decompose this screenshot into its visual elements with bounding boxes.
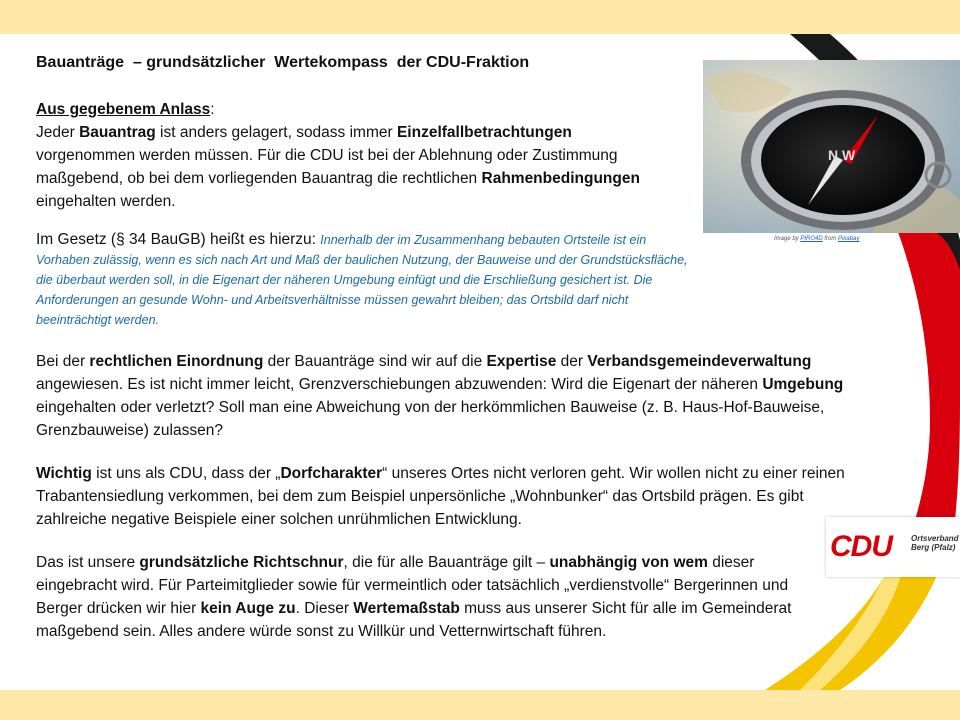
intro-heading-colon: : [210, 101, 215, 118]
law-intro: Im Gesetz (§ 34 BauGB) heißt es hierzu: [36, 231, 321, 248]
p3-text-2: “ unseres Ortes nicht verloren geht. Wir wollen nicht zu einer reinen Trabantensiedlung verkommen, bei dem zum Beispiel unpersönliche „Wohnbunker“ das Ortsbild prägen. Es gibt zahlreiche negative Beispiele einer solchen unrühmlichen Entwicklung. [36, 465, 845, 528]
svg-text:N W: N W [828, 147, 856, 163]
p4-text-5: muss aus unserer Sicht für alle im Gemeinderat maßgebend sein. Alles andere würde sonst zu Willkür und Vetternwirtschaft führen. [36, 600, 792, 640]
intro-bold-2: Einzelfallbetrachtungen [396, 124, 572, 141]
p3-text-1: ist uns als CDU, dass der „ [91, 465, 281, 482]
intro-bold-1: Bauantrag [79, 124, 156, 141]
p4-text-3: dieser eingebracht wird. Für Parteimitglieder sowie für vermeintlich oder tatsächlich „verdienstvolle“ Bergerinnen und Berger drücken wir hier [36, 554, 789, 617]
p4-bold-4: Wertemaßstab [353, 600, 460, 617]
credit-source-link[interactable]: Pixabay [838, 236, 860, 242]
page-title: Bauanträge – grundsätzlicher Wertekompass der CDU-Fraktion [36, 54, 530, 71]
logo-subtext [911, 534, 959, 552]
p3-bold-2: Dorfcharakter [280, 465, 383, 482]
p2-text-1: Bei der [36, 353, 90, 370]
intro-bold-3: Rahmenbedingungen [481, 170, 640, 187]
p2-text-5: eingehalten oder verletzt? Soll man eine Abweichung von der herkömmlichen Bauweise (z. B. Haus-Hof-Bauweise, Grenzbauweise) zulassen? [36, 399, 825, 439]
p4-text-2: , die für alle Bauanträge gilt – [343, 554, 550, 571]
p2-text-3: der [556, 353, 588, 370]
paragraph-expertise [36, 350, 886, 442]
p4-text-1: Das ist unsere [36, 554, 140, 571]
intro-text-4: eingehalten werden. [36, 193, 176, 210]
paragraph-guideline [36, 551, 806, 643]
logo-line1: Ortsverband [911, 534, 959, 543]
p4-bold-1: grundsätzliche Richtschnur [139, 554, 344, 571]
p2-bold-4: Umgebung [762, 376, 844, 393]
p2-text-4: angewiesen. Es ist nicht immer leicht, Grenzverschiebungen abzuwenden: Wird die Eigenart der näheren [36, 376, 763, 393]
credit-middle: from [822, 236, 839, 242]
p3-bold-1: Wichtig [36, 465, 92, 482]
image-credit [774, 236, 859, 242]
p4-text-4: . Dieser [295, 600, 354, 617]
p2-bold-2: Expertise [486, 353, 557, 370]
credit-author-link[interactable]: PIRO4D [800, 236, 823, 242]
intro-text-1: Jeder [36, 124, 80, 141]
p2-text-2: der Bauanträge sind wir auf die [263, 353, 487, 370]
logo-text: CDU [830, 530, 892, 563]
swoosh-red [898, 232, 960, 520]
intro-paragraph [36, 98, 656, 213]
intro-text-2: ist anders gelagert, sodass immer [155, 124, 397, 141]
credit-prefix: Image by [774, 236, 801, 242]
paragraph-village-character [36, 462, 866, 531]
p2-bold-1: rechtlichen Einordnung [89, 353, 264, 370]
law-quote: Innerhalb der im Zusammenhang bebauten Ortsteile ist ein Vorhaben zulässig, wenn es sich nach Art und Maß der baulichen Nutzung, der Bauweise und der Grundstücksfläche, die überbaut werden soll, in die Eigenart der näheren Umgebung einfügt und die Erschließung gesichert ist. Die Anforderungen an gesunde Wohn- und Arbeitsverhältnisse müssen gewahrt bleiben; das Ortsbild darf nicht beeinträchtigt werden. [36, 233, 688, 327]
logo-line2: Berg (Pfalz) [911, 543, 956, 552]
intro-heading: Aus gegebenem Anlass [36, 101, 211, 118]
intro-text-3: vorgenommen werden müssen. Für die CDU ist bei der Ablehnung oder Zustimmung maßgebend, ob bei dem vorliegenden Bauantrag die rechtlichen [36, 147, 618, 187]
p2-bold-3: Verbandsgemeindeverwaltung [587, 353, 812, 370]
p4-bold-3: kein Auge zu [200, 600, 296, 617]
p4-bold-2: unabhängig von wem [549, 554, 708, 571]
law-paragraph [36, 230, 696, 330]
compass-photo [703, 60, 960, 233]
